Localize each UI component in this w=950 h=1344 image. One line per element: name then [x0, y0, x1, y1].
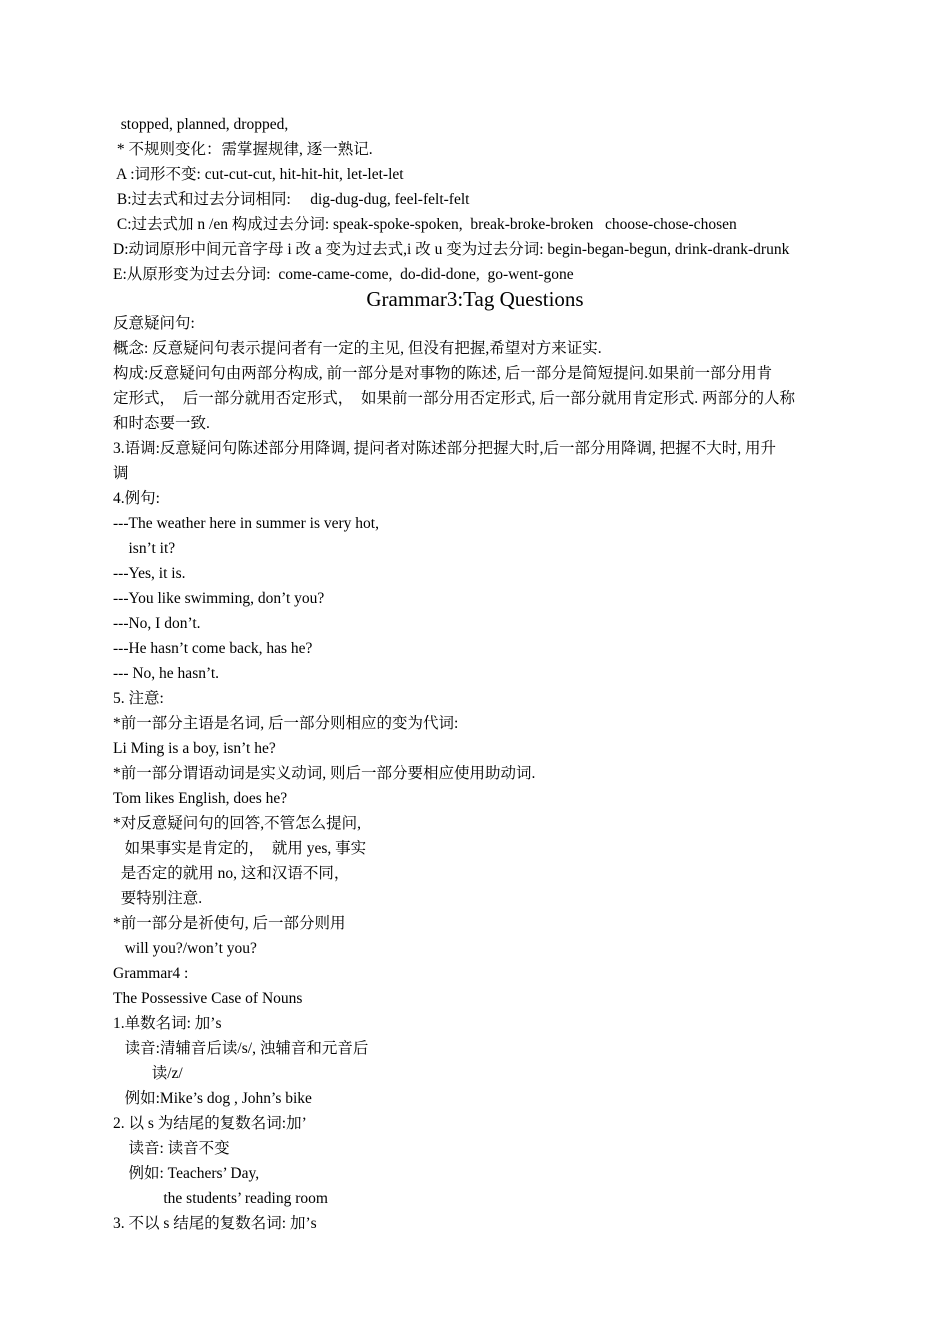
text-line: C:过去式加 n /en 构成过去分词: speak-spoke-spoken, break-broke-broken choose-chose-chosen — [113, 216, 737, 233]
text-line: *对反意疑问句的回答,不管怎么提问, — [113, 815, 362, 832]
text-line: 构成:反意疑问句由两部分构成, 前一部分是对事物的陈述, 后一部分是简短提问.如果前一部分用肯 — [113, 365, 773, 382]
text-line: 3. 不以 s 结尾的复数名词: 加’s — [113, 1215, 317, 1232]
text-line: E:从原形变为过去分词: come-came-come, do-did-done, go-went-gone — [113, 266, 574, 283]
text-line: 4.例句: — [113, 490, 160, 507]
text-line: Grammar4 : — [113, 965, 189, 982]
text-line: * 不规则变化：需掌握规律, 逐一熟记. — [113, 141, 373, 158]
text-line: Li Ming is a boy, isn’t he? — [113, 740, 276, 757]
text-line: 调 — [113, 465, 129, 482]
text-line: 3.语调:反意疑问句陈述部分用降调, 提问者对陈述部分把握大时,后一部分用降调, 把握不大时, 用升 — [113, 440, 777, 457]
text-line: 如果事实是肯定的， 就用 yes, 事实 — [113, 840, 367, 857]
text-line: 概念: 反意疑问句表示提问者有一定的主见, 但没有把握,希望对方来证实. — [113, 340, 602, 357]
text-line: 2. 以 s 为结尾的复数名词:加’ — [113, 1115, 307, 1132]
text-line: 1.单数名词: 加’s — [113, 1015, 222, 1032]
text-line: isn’t it? — [113, 540, 176, 557]
text-line: ---He hasn’t come back, has he? — [113, 640, 313, 657]
text-line: 读/z/ — [113, 1065, 183, 1082]
text-line: --- No, he hasn’t. — [113, 665, 220, 682]
text-line: *前一部分主语是名词, 后一部分则相应的变为代词: — [113, 715, 459, 732]
text-line: 和时态要一致. — [113, 415, 210, 432]
text-line: 定形式， 后一部分就用否定形式， 如果前一部分用否定形式, 后一部分就用肯定形式. 两部分的人称 — [113, 390, 796, 407]
text-line: A :词形不变: cut-cut-cut, hit-hit-hit, let-let-let — [113, 166, 404, 183]
text-line: 例如: Teachers’ Day, — [113, 1165, 260, 1182]
text-line: D:动词原形中间元音字母 i 改 a 变为过去式,i 改 u 变为过去分词: begin-began-begun, drink-drank-drunk — [113, 241, 790, 258]
text-line: 例如:Mike’s dog , John’s bike — [113, 1090, 312, 1107]
text-line: *前一部分是祈使句, 后一部分则用 — [113, 915, 346, 932]
text-line: 要特别注意. — [113, 890, 203, 907]
text-line: 5. 注意: — [113, 690, 164, 707]
text-line: ---No, I don’t. — [113, 615, 201, 632]
text-line: B:过去式和过去分词相同: dig-dug-dug, feel-felt-felt — [113, 191, 470, 208]
text-line: *前一部分谓语动词是实义动词, 则后一部分要相应使用助动词. — [113, 765, 536, 782]
text-line: ---You like swimming, don’t you? — [113, 590, 325, 607]
text-line: ---Yes, it is. — [113, 565, 186, 582]
text-line: 是否定的就用 no, 这和汉语不同， — [113, 865, 350, 882]
text-line: 读音: 读音不变 — [113, 1140, 230, 1157]
text-line: The Possessive Case of Nouns — [113, 990, 303, 1007]
text-line: will you?/won’t you? — [113, 940, 257, 957]
text-line: the students’ reading room — [113, 1190, 328, 1207]
text-line: ---The weather here in summer is very hot, — [113, 515, 379, 532]
text-line: 反意疑问句: — [113, 315, 195, 332]
text-line: 读音:清辅音后读/s/, 浊辅音和元音后 — [113, 1040, 369, 1057]
text-line: Tom likes English, does he? — [113, 790, 288, 807]
section-heading: Grammar3:Tag Questions — [366, 287, 584, 311]
text-line: stopped, planned, dropped, — [113, 116, 289, 133]
